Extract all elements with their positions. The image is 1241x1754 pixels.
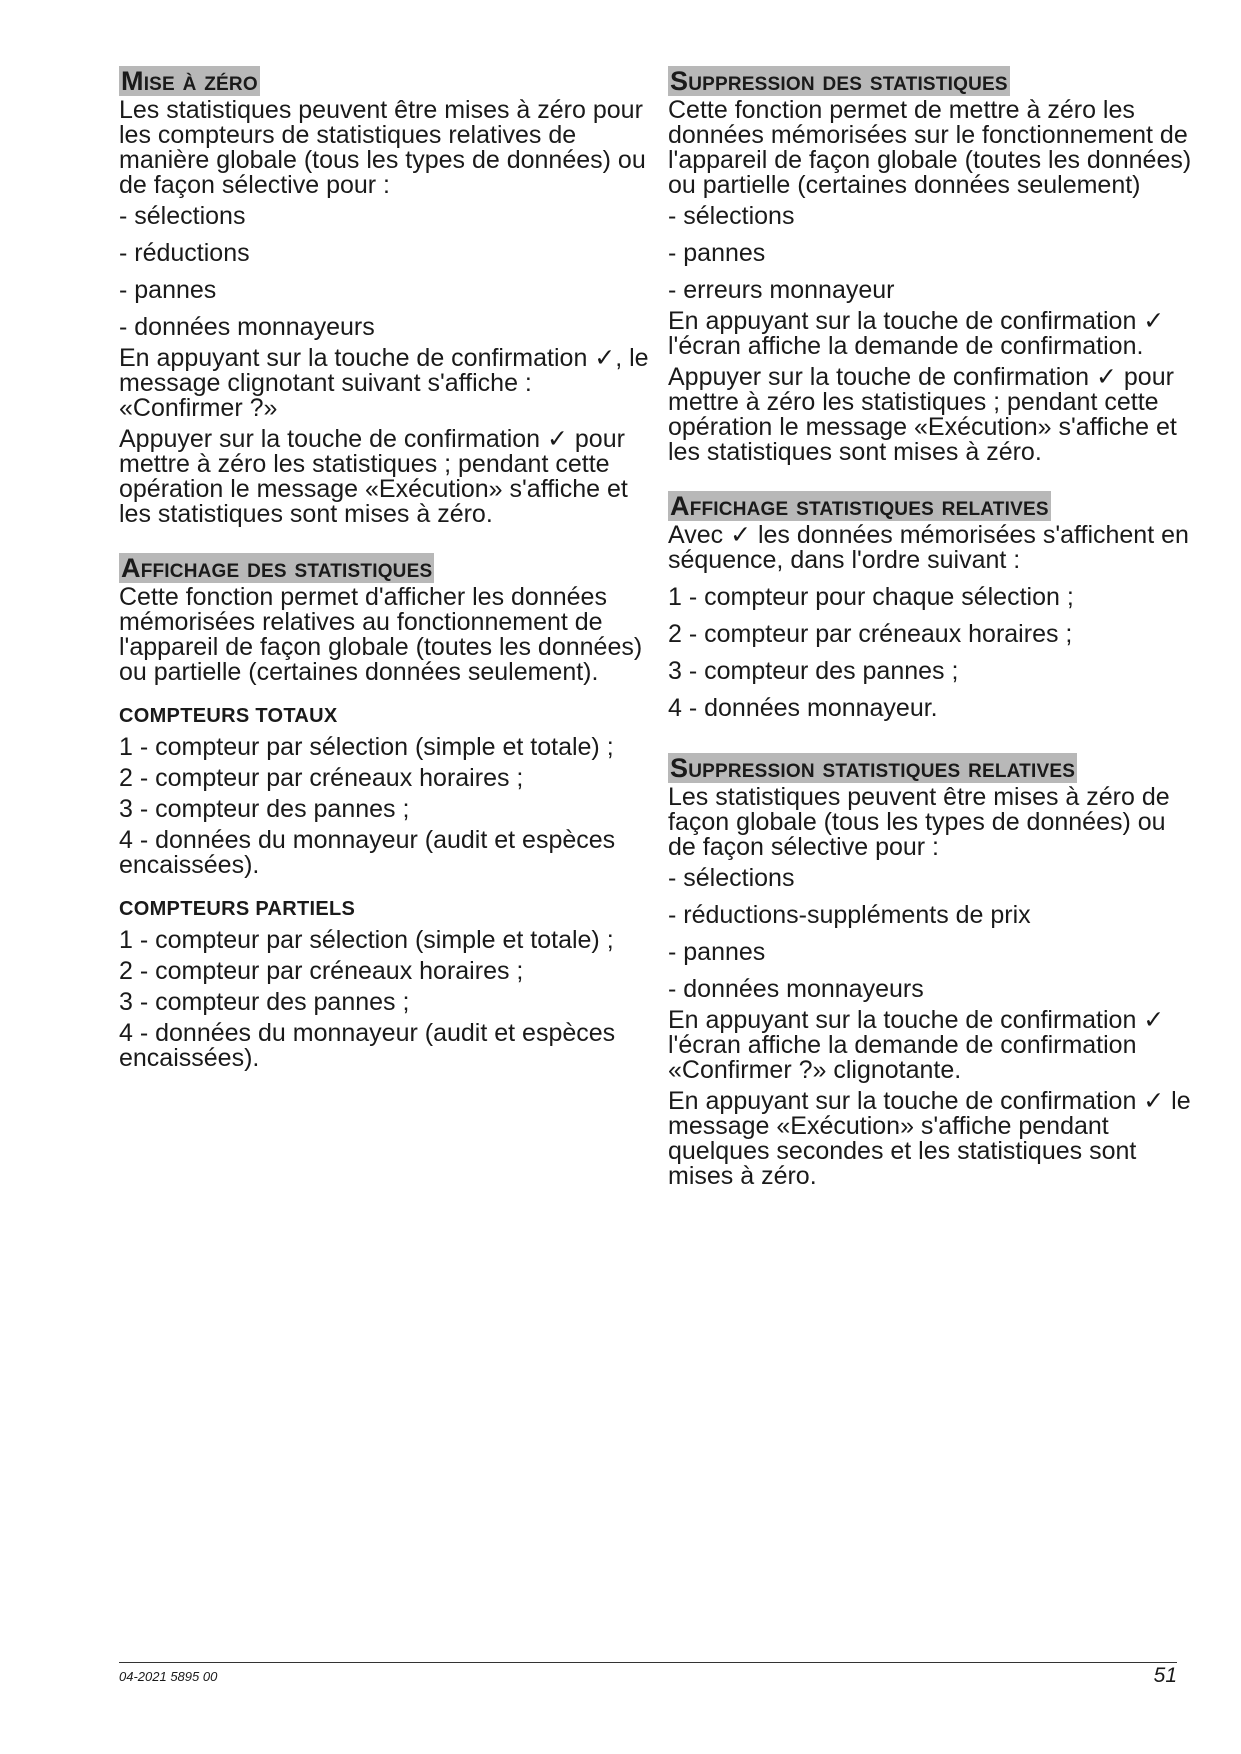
list-item: 3 - compteur des pannes ; [119,795,410,823]
paragraph: En appuyant sur la touche de confirmation ✓, le message clignotant suivant s'affiche : «Confirmer ?» [119,344,649,422]
section-heading-affichage-relatives: Affichage statistiques relatives [670,491,1049,521]
list-item: - données monnayeurs [668,975,924,1003]
list-item: - sélections [668,864,795,892]
list-item: 4 - données du monnayeur (audit et espèces encaissées). [119,1019,616,1072]
list-item: - réductions [119,239,250,267]
list-item: - pannes [119,276,217,304]
list-item: 3 - compteur des pannes ; [119,988,410,1016]
list-item: - pannes [668,239,766,267]
list-item: 1 - compteur par sélection (simple et totale) ; [119,733,614,761]
list-item: 1 - compteur pour chaque sélection ; [668,583,1074,611]
list-item: 2 - compteur par créneaux horaires ; [119,957,524,985]
list-item: 2 - compteur par créneaux horaires ; [668,620,1073,648]
list-item: - erreurs monnayeur [668,276,895,304]
section-heading-mise-a-zero: Mise à zéro [121,66,258,96]
paragraph: Avec ✓ les données mémorisées s'affichent en séquence, dans l'ordre suivant : [668,521,1189,574]
list-item: - pannes [668,938,766,966]
section-heading-suppression: Suppression des statistiques [670,66,1008,96]
list-item: 4 - données du monnayeur (audit et espèces encaissées). [119,826,616,879]
paragraph: Cette fonction permet de mettre à zéro les données mémorisées sur le fonctionnement de l'appareil de façon globale (toutes les données) ou partielle (certaines données seulement) [668,96,1192,199]
section-heading-affichage: Affichage des statistiques [121,553,433,583]
subheading-compteurs-totaux: COMPTEURS TOTAUX [119,705,338,727]
right-column [668,66,1198,1195]
page-number: 51 [1153,1664,1177,1687]
list-item: - données monnayeurs [119,313,375,341]
paragraph: En appuyant sur la touche de confirmation ✓ l'écran affiche la demande de confirmation «Confirmer ?» clignotante. [668,1006,1165,1084]
left-column [119,66,649,1077]
paragraph: Les statistiques peuvent être mises à zéro de façon globale (tous les types de données) ou de façon sélective pour : [668,783,1170,861]
subheading-compteurs-partiels: COMPTEURS PARTIELS [119,898,356,920]
paragraph: Les statistiques peuvent être mises à zéro pour les compteurs de statistiques relatives de manière globale (tous les types de données) ou de façon sélective pour : [119,96,646,199]
paragraph: Cette fonction permet d'afficher les données mémorisées relatives au fonctionnement de l'appareil de façon globale (toutes les données) ou partielle (certaines données seulement). [119,583,643,686]
list-item: 3 - compteur des pannes ; [668,657,959,685]
paragraph: En appuyant sur la touche de confirmation ✓ l'écran affiche la demande de confirmation. [668,307,1165,360]
list-item: 1 - compteur par sélection (simple et totale) ; [119,926,614,954]
section-heading-suppression-relatives: Suppression statistiques relatives [670,753,1076,783]
footer-divider [119,1662,1177,1663]
list-item: 4 - données monnayeur. [668,694,938,722]
paragraph: En appuyant sur la touche de confirmation ✓ le message «Exécution» s'affiche pendant quelques secondes et les statistiques sont mises à zéro. [668,1087,1191,1190]
list-item: - sélections [119,202,246,230]
list-item: - réductions-suppléments de prix [668,901,1031,929]
list-item: - sélections [668,202,795,230]
paragraph: Appuyer sur la touche de confirmation ✓ pour mettre à zéro les statistiques ; pendant cette opération le message «Exécution» s'affiche et les statistiques sont mises à zéro. [668,363,1177,466]
list-item: 2 - compteur par créneaux horaires ; [119,764,524,792]
paragraph: Appuyer sur la touche de confirmation ✓ pour mettre à zéro les statistiques ; pendant cette opération le message «Exécution» s'affiche et les statistiques sont mises à zéro. [119,425,628,528]
footer-document-code: 04-2021 5895 00 [119,1669,218,1684]
